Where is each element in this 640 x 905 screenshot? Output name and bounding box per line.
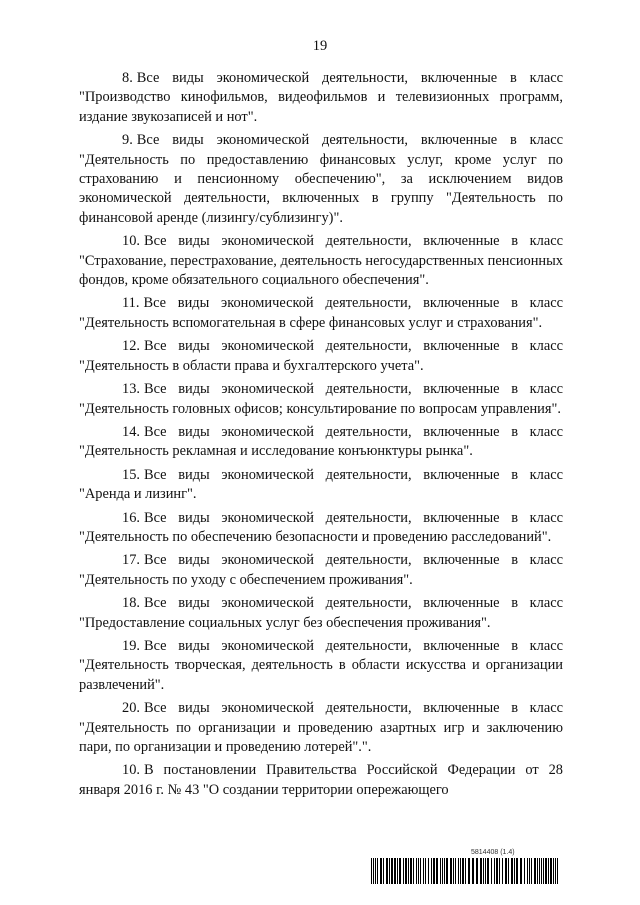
item-number: 9.	[122, 132, 133, 149]
item-number: 11.	[122, 295, 140, 312]
list-item	[79, 232, 563, 290]
item-number: 14.	[122, 423, 140, 440]
list-item	[79, 380, 563, 419]
item-text: Все виды экономической деятельности, включенные в класс "Деятельность по обеспечению безопасности и проведению расследований".	[79, 509, 563, 545]
item-number: 12.	[122, 338, 140, 355]
item-text: Все виды экономической деятельности, включенные в класс "Аренда и лизинг".	[79, 466, 563, 503]
item-text: Все виды экономической деятельности, включенные в класс "Деятельность творческая, деятельность в области искусства и организации развлечений".	[79, 637, 563, 693]
barcode-image	[371, 858, 560, 884]
item-text: Все виды экономической деятельности, включенные в класс "Страхование, перестрахование, деятельность негосударственных пенсионных фондов, кроме обязательного социального обеспечения".	[79, 233, 563, 289]
item-number: 19.	[122, 637, 140, 654]
list-item	[79, 337, 563, 376]
item-text: Все виды экономической деятельности, включенные в класс "Предоставление социальных услуг без обеспечения проживания".	[79, 595, 563, 631]
page-number: 19	[312, 38, 328, 54]
item-text: Все виды экономической деятельности, включенные в класс "Деятельность головных офисов; консультирование по вопросам управления".	[79, 381, 563, 417]
document-body	[79, 69, 563, 804]
list-item	[79, 699, 563, 757]
item-text: Все виды экономической деятельности, включенные в класс "Деятельность по организации и проведению азартных игр и заключению пари, по организации и проведению лотерей".".	[79, 700, 563, 755]
item-text: Все виды экономической деятельности, включенные в класс "Деятельность по уходу с обеспечением проживания".	[79, 552, 563, 588]
list-item	[79, 423, 563, 462]
list-item	[79, 594, 563, 633]
item-number: 20.	[122, 700, 140, 717]
item-text: Все виды экономической деятельности, включенные в класс "Деятельность рекламная и исследование конъюнктуры рынка".	[79, 423, 563, 460]
list-item	[79, 466, 563, 505]
list-item	[79, 761, 563, 800]
item-number: 15.	[122, 466, 140, 483]
list-item	[79, 509, 563, 548]
item-number: 10.	[122, 762, 140, 779]
item-number: 17.	[122, 552, 140, 569]
list-item	[79, 131, 563, 228]
list-item	[79, 637, 563, 695]
item-text: В постановлении Правительства Российской Федерации от 28 января 2016 г. № 43 "О создании территории опережающего	[79, 762, 563, 798]
item-number: 10.	[122, 233, 140, 250]
item-number: 18.	[122, 595, 140, 612]
list-item	[79, 551, 563, 590]
item-number: 8.	[122, 70, 133, 86]
item-text: Все виды экономической деятельности, включенные в класс "Деятельность в области права и бухгалтерского учета".	[79, 338, 563, 374]
document-id: 5814408 (1.4)	[471, 849, 515, 856]
item-number: 16.	[122, 509, 140, 526]
list-item	[79, 69, 563, 127]
item-text: Все виды экономической деятельности, включенные в класс "Деятельность вспомогательная в сфере финансовых услуг и страхования".	[79, 295, 563, 331]
item-text: Все виды экономической деятельности, включенные в класс "Деятельность по предоставлению финансовых услуг, кроме услуг по страхованию и пенсионному обеспечению", за исключением видов экономической деятельности, включенных в группу "Деятельность по финансовой аренде (лизингу/сублизингу)".	[79, 132, 563, 226]
list-item	[79, 294, 563, 333]
item-text: Все виды экономической деятельности, включенные в класс "Производство кинофильмов, видеофильмов и телевизионных программ, издание звукозаписей и нот".	[79, 70, 563, 125]
item-number: 13.	[122, 381, 140, 398]
